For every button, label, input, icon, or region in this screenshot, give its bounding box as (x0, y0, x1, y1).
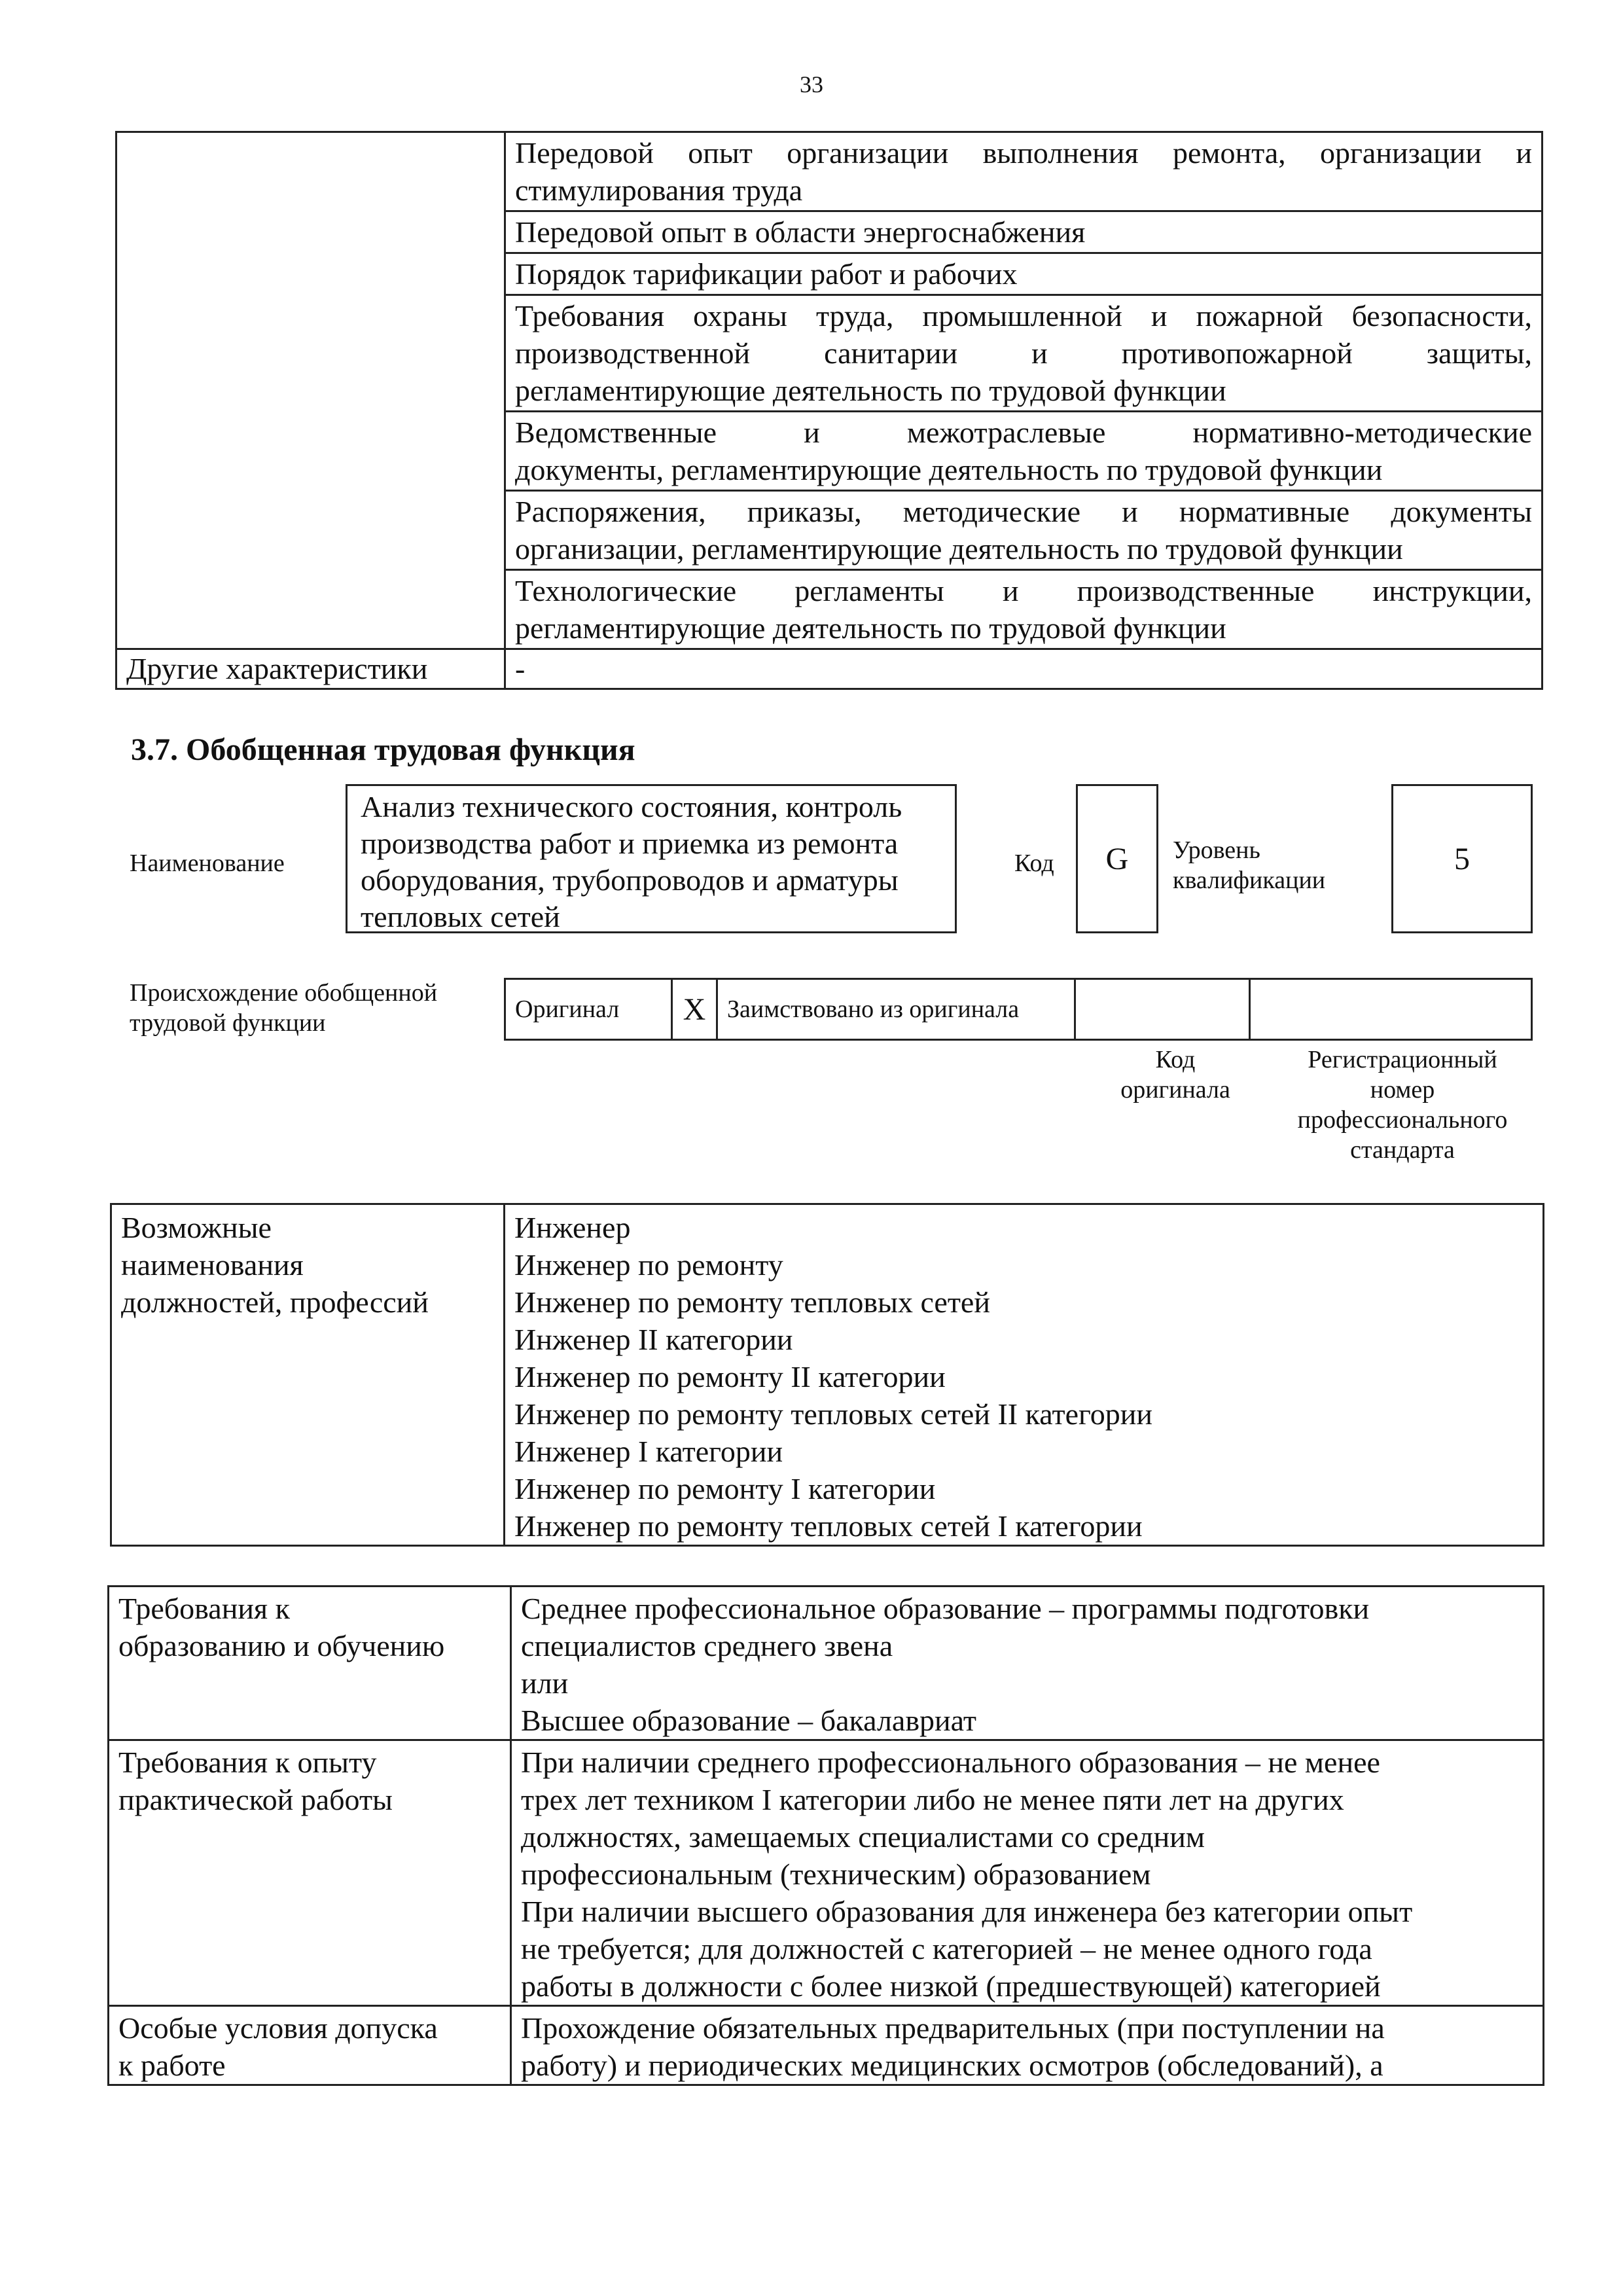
text-line: документы, регламентирующие деятельность по трудовой функции (515, 453, 1383, 486)
text-line: должностях, замещаемых специалистами со средним (521, 1820, 1205, 1854)
text-line: должностей, профессий (121, 1285, 429, 1319)
table-row (109, 1587, 1544, 1740)
text-line: Технологические регламенты и производственные инструкции, (515, 574, 1532, 607)
origin-table (504, 978, 1533, 1041)
list-item: Инженер по ремонту II категории (514, 1360, 946, 1393)
experience-requirements-value (511, 1740, 1544, 2006)
text-line: Передовой опыт в области энергоснабжения (515, 215, 1086, 249)
code-label: Код (1014, 850, 1054, 877)
text-line: Передовой опыт организации выполнения ремонта, организации и (515, 136, 1532, 170)
text-line: Прохождение обязательных предварительных (при поступлении на (521, 2011, 1385, 2045)
other-characteristics-value: - (505, 649, 1543, 689)
list-item: Инженер по ремонту I категории (514, 1472, 936, 1505)
original-mark-cell: X (672, 979, 717, 1040)
text-line: к работе (118, 2049, 226, 2082)
table-row (109, 1740, 1544, 2006)
text-line: Порядок тарификации работ и рабочих (515, 257, 1018, 291)
text-line: Ведомственные и межотраслевые нормативно-методические (515, 416, 1532, 449)
table-row-other (116, 649, 1543, 689)
text-line: Требования охраны труда, промышленной и пожарной безопасности, (515, 299, 1532, 332)
experience-requirements-label (109, 1740, 511, 2006)
text-line: квалификации (1173, 867, 1326, 894)
table-cell-value (505, 570, 1543, 649)
text-line: трудовой функции (130, 1009, 326, 1037)
registration-number-caption (1262, 1045, 1543, 1165)
text-line: работу) и периодических медицинских осмотров (обследований), а (521, 2049, 1383, 2082)
text-line: Регистрационный (1308, 1046, 1497, 1073)
knowledge-table (115, 131, 1543, 690)
text-line: трех лет техником I категории либо не менее пяти лет на других (521, 1783, 1344, 1816)
table-row (111, 1204, 1544, 1546)
text-line: Среднее профессиональное образование – программы подготовки (521, 1592, 1370, 1625)
qualification-level-label (1173, 835, 1325, 895)
requirements-table (107, 1585, 1544, 2086)
table-row (116, 132, 1543, 211)
text-line: Происхождение обобщенной (130, 979, 438, 1007)
text-line: регламентирующие деятельность по трудовой функции (515, 611, 1226, 645)
text-line: работы в должности с более низкой (предшествующей) категорией (521, 1969, 1381, 2003)
list-item: Инженер II категории (514, 1323, 793, 1356)
positions-values (505, 1204, 1544, 1546)
text-line: практической работы (118, 1783, 393, 1816)
text-line: оборудования, трубопроводов и арматуры (361, 863, 899, 897)
page-number: 33 (800, 71, 823, 98)
list-item: Инженер по ремонту тепловых сетей II категории (514, 1397, 1152, 1431)
text-line: специалистов среднего звена (521, 1629, 893, 1662)
section-heading: 3.7. Обобщенная трудовая функция (131, 732, 635, 767)
text-line: тепловых сетей (361, 900, 560, 933)
table-cell-value (505, 253, 1543, 295)
text-line: Анализ технического состояния, контроль (361, 790, 902, 823)
text-line: Уровень (1173, 836, 1260, 864)
table-cell-label (116, 132, 505, 649)
text-line: оригинала (1120, 1076, 1230, 1103)
registration-number-cell (1250, 979, 1532, 1040)
text-line: организации, регламентирующие деятельность по трудовой функции (515, 532, 1403, 565)
text-line: При наличии высшего образования для инженера без категории опыт (521, 1895, 1413, 1928)
table-cell-value (505, 211, 1543, 253)
list-item: Инженер I категории (514, 1435, 783, 1468)
text-line: Код (1155, 1046, 1196, 1073)
list-item: Инженер по ремонту тепловых сетей I категории (514, 1509, 1143, 1543)
table-cell-value (505, 295, 1543, 412)
text-line: не требуется; для должностей с категорией – не менее одного года (521, 1932, 1372, 1965)
text-line: Возможные (121, 1211, 272, 1244)
original-label-cell: Оригинал (505, 979, 672, 1040)
text-line: При наличии среднего профессионального образования – не менее (521, 1746, 1380, 1779)
text-line: стандарта (1350, 1136, 1455, 1164)
table-cell-value (505, 412, 1543, 491)
text-line: производства работ и приемка из ремонта (361, 827, 899, 860)
table-row (505, 979, 1532, 1040)
original-code-cell (1075, 979, 1250, 1040)
education-requirements-label (109, 1587, 511, 1740)
borrowed-label-cell: Заимствовано из оригинала (717, 979, 1075, 1040)
positions-table (110, 1203, 1544, 1547)
text-line: профессионального (1297, 1106, 1508, 1134)
text-line: Распоряжения, приказы, методические и нормативные документы (515, 495, 1532, 528)
text-line: профессиональным (техническим) образованием (521, 1857, 1151, 1891)
education-requirements-value (511, 1587, 1544, 1740)
text-line: образованию и обучению (118, 1629, 445, 1662)
text-line: номер (1370, 1076, 1435, 1103)
table-row (109, 2006, 1544, 2085)
text-line: Требования к (118, 1592, 290, 1625)
text-line: Высшее образование – бакалавриат (521, 1704, 976, 1737)
qualification-level-box: 5 (1391, 784, 1533, 933)
code-value-box: G (1076, 784, 1158, 933)
name-value-box (346, 784, 957, 933)
text-line: наименования (121, 1248, 304, 1282)
text-line: производственной санитарии и противопожарной защиты, (515, 336, 1532, 370)
list-item: Инженер (514, 1211, 631, 1244)
table-cell-value (505, 491, 1543, 570)
admission-conditions-label (109, 2006, 511, 2085)
table-cell-value (505, 132, 1543, 211)
text-line: Особые условия допуска (118, 2011, 438, 2045)
text-line: регламентирующие деятельность по трудовой функции (515, 374, 1226, 407)
admission-conditions-value (511, 2006, 1544, 2085)
name-label: Наименование (130, 850, 285, 877)
text-line: или (521, 1666, 569, 1700)
positions-label (111, 1204, 505, 1546)
text-line: Требования к опыту (118, 1746, 377, 1779)
original-code-caption (1089, 1045, 1262, 1105)
origin-label (130, 978, 437, 1038)
list-item: Инженер по ремонту тепловых сетей (514, 1285, 990, 1319)
list-item: Инженер по ремонту (514, 1248, 783, 1282)
other-characteristics-label: Другие характеристики (116, 649, 505, 689)
text-line: стимулирования труда (515, 173, 803, 207)
